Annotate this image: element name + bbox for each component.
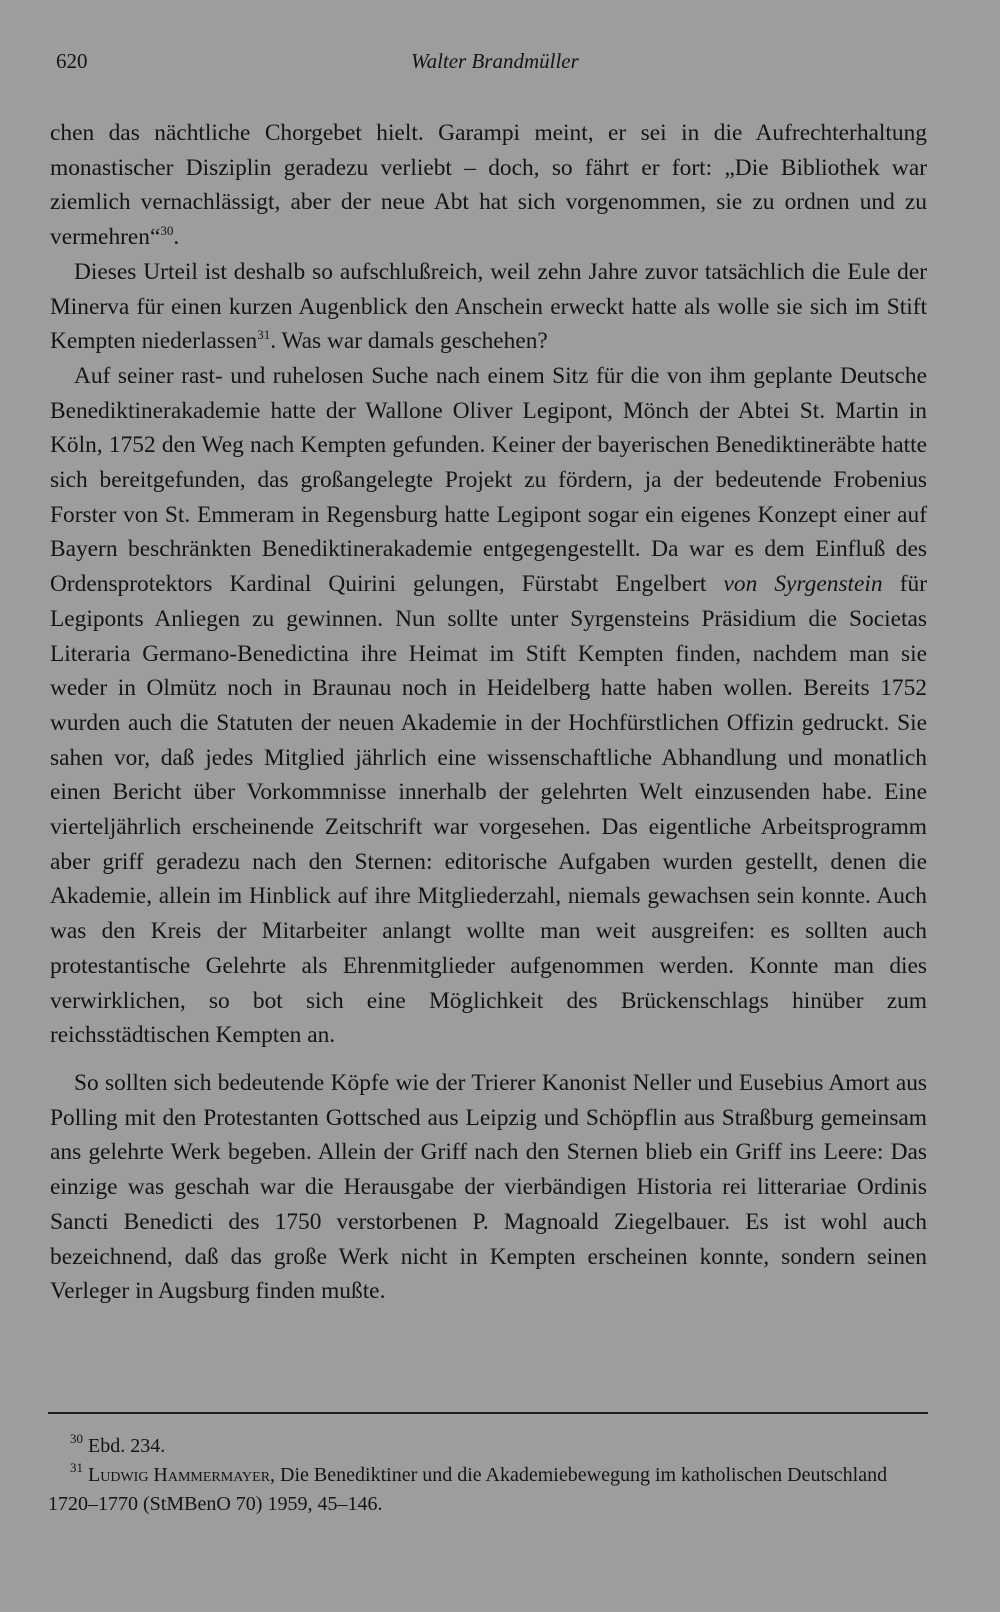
paragraph-3 xyxy=(50,359,927,1053)
footnote-ref-30: 30 xyxy=(160,223,174,239)
footnote-31 xyxy=(48,1461,928,1519)
paragraph-4 xyxy=(50,1066,927,1309)
page-number: 620 xyxy=(56,49,88,73)
footnote-ref-31: 31 xyxy=(257,327,271,343)
footnote-31-author: Ludwig Hammermayer xyxy=(83,1464,271,1486)
paragraph-2-text: Dieses Urteil ist deshalb so aufschlußreich, weil zehn Jahre zuvor tatsächlich die Eule der Minerva für einen kurzen Augenblick den Anschein erweckt hatte als wolle sie sich im Stift Kempten niederlassen xyxy=(50,258,927,355)
paragraph-3-text-a: Auf seiner rast- und ruhelosen Suche nach einem Sitz für die von ihm geplante Deutsche Benediktinerakademie hatte der Wallone Oliver Legipont, Mönch der Abtei St. Martin in Köln, 1752 den Weg nach Kempten gefunden. Keiner der bayerischen Benediktineräbte hatte sich bereitgefunden, das großangelegte Projekt zu fördern, ja der bedeutende Frobenius Forster von St. Emmeram in Regensburg hatte Legipont sogar ein eigenes Konzept einer auf Bayern beschränkten Benediktinerakademie entgegengestellt. Da war es dem Einfluß des Ordensprotektors Kardinal Quirini gelungen, Fürstabt Engelbert xyxy=(50,362,927,598)
running-head: Walter Brandmüller xyxy=(411,49,579,73)
footnote-separator xyxy=(48,1412,928,1414)
main-text xyxy=(50,116,927,1309)
paragraph-1 xyxy=(50,116,927,255)
footnote-30 xyxy=(48,1432,928,1461)
paragraph-3-italic: von Syrgenstein xyxy=(723,571,883,598)
paragraph-2 xyxy=(50,255,927,359)
paragraph-2-end: . Was war damals geschehen? xyxy=(270,328,548,355)
page-header xyxy=(56,49,924,79)
paragraph-4-text: So sollten sich bedeutende Köpfe wie der Trierer Kanonist Neller und Eusebius Amort aus Polling mit den Protestanten Gottsched aus Leipzig und Schöpflin aus Straßburg gemeinsam ans gelehrte Werk begeben. Allein der Griff nach den Sternen blieb ein Griff ins Leere: Das einzige was geschah war die Herausgabe der vierbändigen Historia rei litterariae Ordinis Sancti Benedicti des 1750 verstorbenen P. Magnoald Ziegelbauer. Es ist wohl auch bezeichnend, daß das große Werk nicht in Kempten erscheinen konnte, sondern seinen Verleger in Augsburg finden mußte. xyxy=(50,1069,927,1305)
footnote-30-number: 30 xyxy=(70,1431,83,1446)
paragraph-1-text: chen das nächtliche Chorgebet hielt. Garampi meint, er sei in die Aufrechterhaltung monastischer Disziplin geradezu verliebt – doch, so fährt er fort: „Die Bibliothek war ziemlich vernachlässigt, aber der neue Abt hat sich vorgenommen, sie zu ordnen und zu vermehren“ xyxy=(50,120,927,251)
paragraph-3-text-b: für Legiponts Anliegen zu gewinnen. Nun sollte unter Syrgensteins Präsidium die Societas Literaria Germano-Benedictina ihre Heimat im Stift Kempten finden, nachdem man sie weder in Olmütz noch in Braunau noch in Heidelberg hatte haben wollen. Bereits 1752 wurden auch die Statuten der neuen Akademie in der Hochfürstlichen Offizin gedruckt. Sie sahen vor, daß jedes Mitglied jährlich eine wissenschaftliche Abhandlung und monatlich einen Bericht über Vorkommnisse innerhalb der gelehrten Welt einzusenden habe. Eine vierteljährlich erscheinende Zeitschrift war vorgesehen. Das eigentliche Arbeitsprogramm aber griff geradezu nach den Sternen: editorische Aufgaben wurden gestellt, denen die Akademie, allein im Hinblick auf ihre Mitgliederzahl, niemals gewachsen sein konnte. Auch was den Kreis der Mitarbeiter anlangt wollte man weit ausgreifen: es sollten auch protestantische Gelehrte als Ehrenmitglieder aufgenommen werden. Konnte man dies verwirklichen, so bot sich eine Möglichkeit des Brückenschlags hinüber zum reichsstädtischen Kempten an. xyxy=(50,571,927,1049)
footnote-31-text: , Die Benediktiner und die Akademiebewegung im katholischen Deutschland 1720–1770 (StMBenO 70) 1959, 45–146. xyxy=(48,1464,888,1515)
footnote-30-text: Ebd. 234. xyxy=(83,1435,166,1457)
footnote-31-number: 31 xyxy=(70,1460,83,1475)
paragraph-1-end: . xyxy=(173,224,180,251)
footnotes xyxy=(48,1432,928,1519)
